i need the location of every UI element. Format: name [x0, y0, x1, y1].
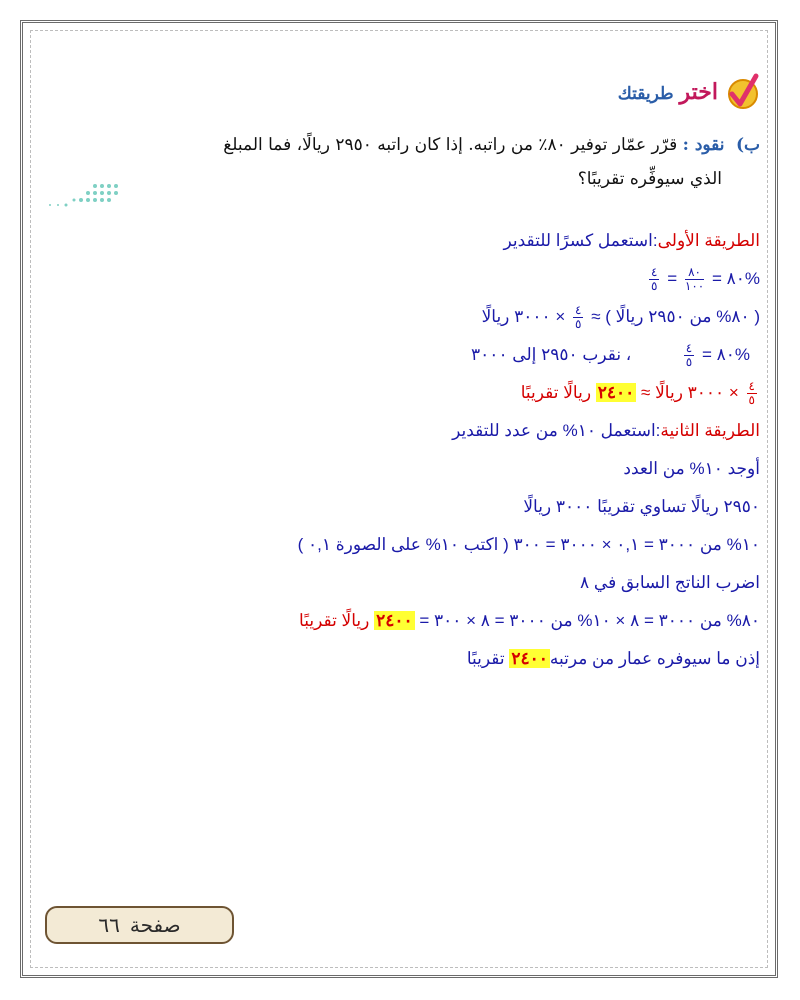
method-1-eq-4: $\frac{٤}{٥}$ × ٣٠٠٠ ريالًا ≈ ٢٤٠٠ ريالًا تقريبًا	[520, 379, 755, 408]
page-label: صفحة	[129, 913, 181, 937]
fraction: $\frac{٤}{٥}$	[748, 379, 755, 408]
answer-highlight: ٢٤٠٠	[511, 649, 548, 668]
header-title: اخترطريقتك	[617, 79, 718, 105]
method-2-line-1: أوجد ١٠% من العدد	[623, 459, 760, 478]
method-2-line-3: ١٠% من ٣٠٠٠ = ٠,١ × ٣٠٠٠ = ٣٠٠ ( اكتب ١٠% على الصورة ٠,١ )	[297, 535, 760, 554]
answer-highlight: ٢٤٠٠	[376, 611, 413, 630]
method-2-line-2: ٢٩٥٠ ريالًا تساوي تقريبًا ٣٠٠٠ ريالًا	[523, 497, 760, 516]
problem-line-2: الذي سيوفِّره تقريبًا؟	[577, 169, 722, 189]
method-1-desc: :استعمل كسرًا للتقدير	[503, 231, 658, 250]
solution-content	[90, 222, 760, 678]
page-number-badge	[45, 906, 234, 944]
method-1-title: الطريقة الأولى	[657, 231, 760, 250]
method-2-line-4: اضرب الناتج السابق في ٨	[580, 573, 760, 592]
header-subtitle: طريقتك	[617, 84, 674, 104]
method-1-eq-1: %٨٠ = $\frac{٨٠}{١٠٠}$ = $\frac{٤}{٥}$	[651, 265, 760, 294]
problem-statement	[40, 128, 760, 196]
fraction: $\frac{٤}{٥}$	[685, 341, 693, 370]
method-1-heading	[90, 222, 760, 260]
fraction: $\frac{٤}{٥}$	[575, 303, 582, 332]
fraction: $\frac{٤}{٥}$	[651, 265, 658, 294]
method-1-eq-2: ( ٨٠% من ٢٩٥٠ ريالًا ) ≈ $\frac{٤}{٥}$ × ٣٠٠٠ ريالًا	[481, 303, 760, 332]
page-number: ٦٦	[98, 913, 120, 937]
problem-label: ب)	[735, 135, 760, 155]
conclusion: إذن ما سيوفره عمار من مرتبه٢٤٠٠ تقريبًا	[466, 649, 760, 668]
checkmark-icon	[726, 72, 760, 112]
method-2-heading	[90, 412, 760, 450]
method-2-desc: :استعمل ١٠% من عدد للتقدير	[452, 421, 661, 440]
method-1-eq-3: %٨٠ = $\frac{٤}{٥}$ ، نقرب ٢٩٥٠ إلى ٣٠٠٠	[471, 341, 750, 370]
method-2-line-5: ٨٠% من ٣٠٠٠ = ٨ × ١٠% من ٣٠٠٠ = ٨ × ٣٠٠ = ٢٤٠٠ ريالًا تقريبًا	[299, 611, 760, 630]
answer-highlight: ٢٤٠٠	[597, 383, 635, 402]
method-2-title: الطريقة الثانية	[660, 421, 760, 440]
problem-keyword: نقود :	[682, 135, 725, 155]
fraction: $\frac{٨٠}{١٠٠}$	[684, 265, 705, 294]
problem-line-1: قرّر عمّار توفير ٨٠٪ من راتبه. إذا كان راتبه ٢٩٥٠ ريالًا، فما المبلغ	[223, 135, 678, 155]
section-header	[618, 72, 760, 112]
decorative-dots-icon	[40, 180, 120, 210]
